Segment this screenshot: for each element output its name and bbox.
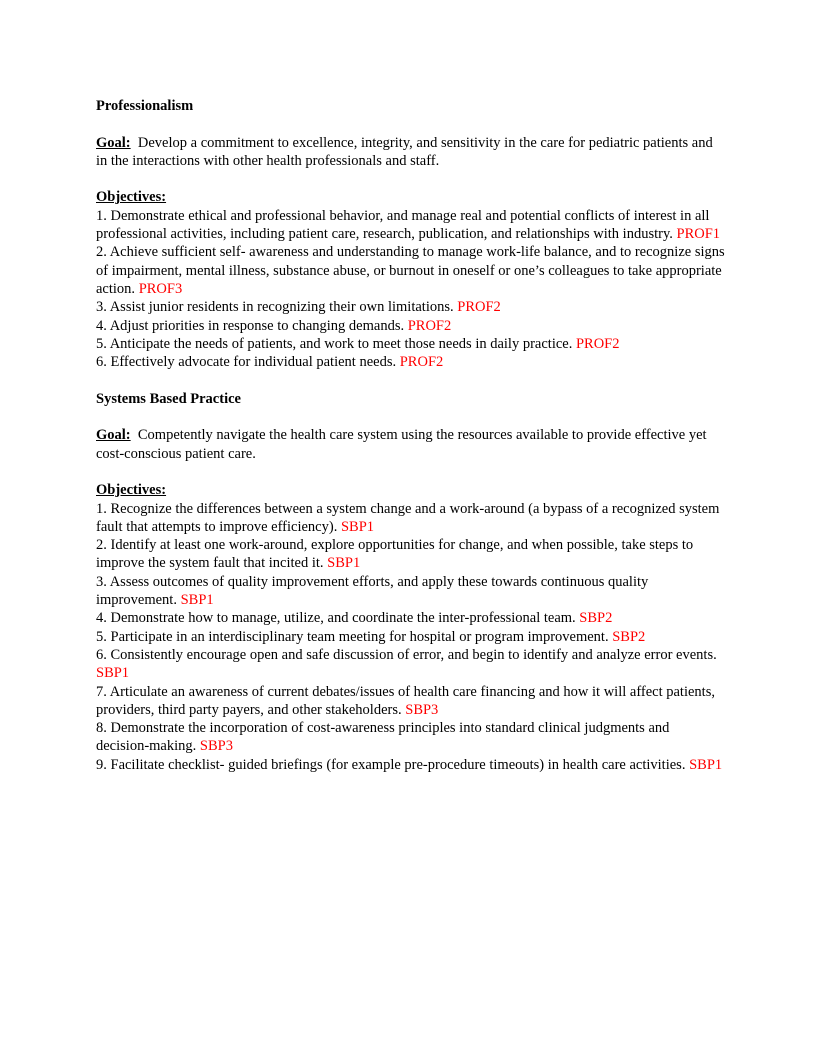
competency-tag: SBP3 <box>405 701 439 718</box>
competency-tag: SBP2 <box>612 628 646 645</box>
objective-text: 3. Assess outcomes of quality improvement efforts, and apply these towards continuous quality improvement. <box>96 573 649 609</box>
objective-item <box>96 628 726 646</box>
goal-paragraph <box>96 134 726 171</box>
objectives-label: Objectives: <box>96 189 167 206</box>
objective-text: 6. Consistently encourage open and safe discussion of error, and begin to identify and analyze error events. <box>96 646 717 663</box>
objective-item <box>96 646 726 683</box>
competency-tag: SBP3 <box>199 738 233 755</box>
competency-tag: SBP1 <box>327 555 361 572</box>
competency-tag: PROF2 <box>399 354 444 371</box>
competency-tag: PROF2 <box>407 317 452 334</box>
section-heading: Professionalism <box>96 98 194 114</box>
objective-item <box>96 683 726 720</box>
objective-text: 5. Anticipate the needs of patients, and work to meet those needs in daily practice. <box>96 335 576 352</box>
spacer <box>96 115 726 133</box>
objective-text: 9. Facilitate checklist- guided briefings (for example pre-procedure timeouts) in health care activities. <box>96 756 690 773</box>
objective-item <box>96 207 726 244</box>
objective-item <box>96 317 726 335</box>
objective-item <box>96 536 726 573</box>
competency-tag: SBP2 <box>579 610 613 627</box>
document-page <box>96 97 726 774</box>
competency-tag: PROF3 <box>138 280 183 297</box>
professionalism-section <box>96 97 726 371</box>
objective-item <box>96 609 726 627</box>
objective-text: 7. Articulate an awareness of current debates/issues of health care financing and how it will affect patients, providers, third party payers, and other stakeholders. <box>96 683 715 718</box>
spacer <box>96 170 726 188</box>
spacer <box>96 371 726 389</box>
goal-label: Goal: <box>96 134 131 151</box>
objective-text: 1. Recognize the differences between a system change and a work-around (a bypass of a recognized system fault that attempts to improve efficiency). <box>96 500 720 535</box>
competency-tag: PROF1 <box>676 226 721 243</box>
spacer <box>96 408 726 426</box>
objective-text: 5. Participate in an interdisciplinary team meeting for hospital or program improvement. <box>96 628 613 645</box>
objective-text: 2. Identify at least one work-around, explore opportunities for change, and when possible, take steps to improve the system fault that incited it. <box>96 537 694 572</box>
objective-text: 1. Demonstrate ethical and professional behavior, and manage real and potential conflicts of interest in all professional activities, including patient care, research, publication, and relationships with industry. <box>96 207 710 243</box>
competency-tag: PROF2 <box>575 335 620 352</box>
objective-text: 4. Adjust priorities in response to changing demands. <box>96 317 408 334</box>
competency-tag: SBP1 <box>180 592 214 609</box>
objectives-label: Objectives: <box>96 482 167 499</box>
objective-item <box>96 500 726 537</box>
section-heading: Systems Based Practice <box>96 390 241 407</box>
goal-label: Goal: <box>96 427 131 444</box>
competency-tag: SBP1 <box>96 665 130 682</box>
goal-text: Develop a commitment to excellence, integrity, and sensitivity in the care for pediatric patients and in the interactions with other health professionals and staff. <box>96 134 713 169</box>
systems-based-practice-section <box>96 390 726 774</box>
objective-item <box>96 298 726 316</box>
objective-text: 8. Demonstrate the incorporation of cost-awareness principles into standard clinical judgments and decision-making. <box>96 720 670 755</box>
objective-item <box>96 243 726 298</box>
objectives-heading <box>96 481 726 499</box>
objective-text: 4. Demonstrate how to manage, utilize, and coordinate the inter-professional team. <box>96 610 580 627</box>
goal-paragraph <box>96 426 726 463</box>
objective-item <box>96 335 726 353</box>
objective-text: 2. Achieve sufficient self- awareness and understanding to manage work-life balance, and to recognize signs of impairment, mental illness, substance abuse, or burnout in oneself or one’s colleagues to take appropriate action. <box>96 244 725 297</box>
objective-item <box>96 573 726 610</box>
objective-text: 3. Assist junior residents in recognizing their own limitations. <box>96 299 458 316</box>
objective-item <box>96 353 726 371</box>
objective-item <box>96 756 726 774</box>
objective-item <box>96 719 726 756</box>
spacer <box>96 463 726 481</box>
competency-tag: PROF2 <box>457 299 501 316</box>
competency-tag: SBP1 <box>689 756 723 773</box>
competency-tag: SBP1 <box>340 518 375 535</box>
objectives-heading <box>96 188 726 206</box>
objective-text: 6. Effectively advocate for individual patient needs. <box>96 354 400 371</box>
goal-text: Competently navigate the health care system using the resources available to provide effective yet cost-conscious patient care. <box>96 427 707 462</box>
